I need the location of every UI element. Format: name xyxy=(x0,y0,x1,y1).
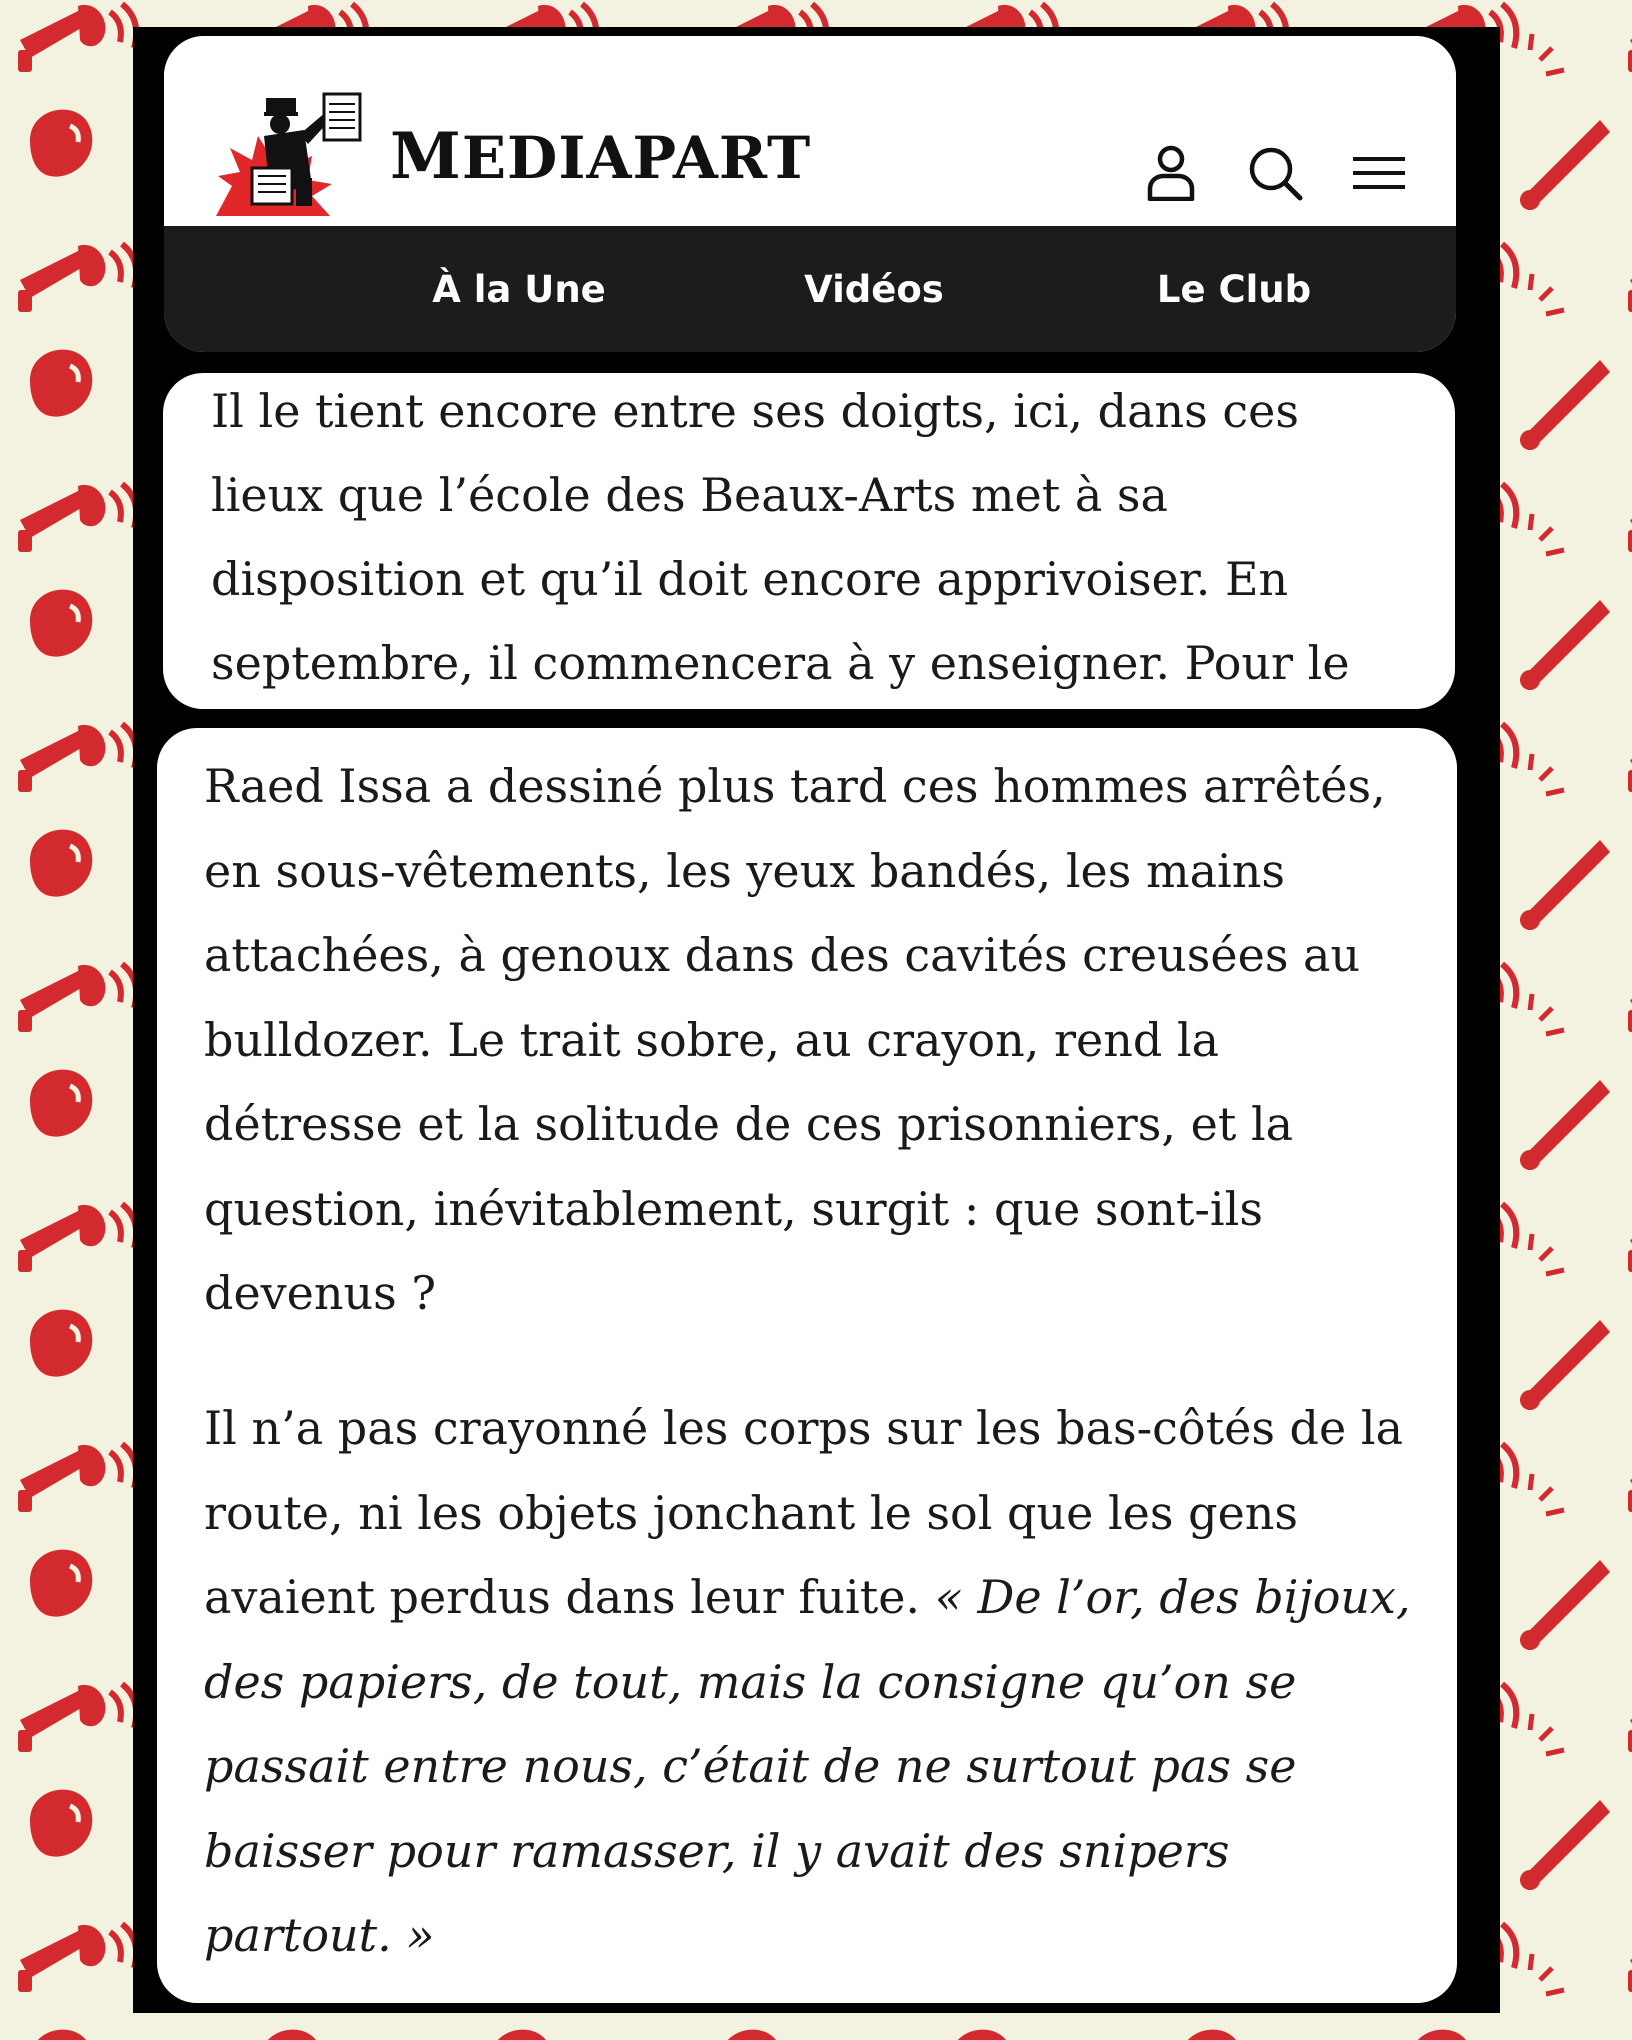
user-icon xyxy=(1146,145,1196,201)
article-body-card xyxy=(157,728,1457,2003)
mediapart-wordmark: MEDIAPART xyxy=(390,119,812,194)
article-excerpt-text: Il le tient encore entre ses doigts, ici, dans ces lieux que l’école des Beaux-Arts met à sa disposition et qu’il doit encore apprivoiser. En septembre, il commencera à y enseigner. Pour le xyxy=(211,384,1350,690)
search-icon xyxy=(1247,145,1303,201)
nav-item-le-club[interactable]: Le Club xyxy=(1156,267,1312,311)
article-paragraph-2 xyxy=(204,1386,1424,1978)
site-header xyxy=(164,36,1456,352)
user-account-button[interactable] xyxy=(1142,144,1200,202)
search-button[interactable] xyxy=(1246,144,1304,202)
mediapart-logo-icon xyxy=(212,90,372,224)
nav-item-a-la-une[interactable]: À la Une xyxy=(432,267,606,311)
mediapart-logo[interactable] xyxy=(212,90,811,224)
header-actions xyxy=(1142,144,1408,202)
nav-item-videos[interactable]: Vidéos xyxy=(804,267,944,311)
article-paragraph-1: Raed Issa a dessiné plus tard ces hommes arrêtés, en sous-vêtements, les yeux bandés, les mains attachées, à genoux dans des cavités creusées au bulldozer. Le trait sobre, au crayon, rend la détresse et la solitude de ces prisonniers, et la question, inévitablement, surgit : que sont-ils devenus ? xyxy=(204,759,1386,1320)
menu-icon xyxy=(1351,155,1407,191)
header-top-bar xyxy=(164,36,1456,226)
menu-button[interactable] xyxy=(1350,144,1408,202)
article-quote: « De l’or, des bijoux, des papiers, de tout, mais la consigne qu’on se passait entre nous, c’était de ne surtout pas se baisser pour ramasser, il y avait des snipers partout. » xyxy=(204,1570,1411,1962)
article-excerpt-card xyxy=(163,373,1455,709)
main-nav xyxy=(164,226,1456,352)
article-paragraph-2-intro: Il n’a pas crayonné les corps sur les bas-côtés de la route, ni les objets jonchant le sol que les gens avaient perdus dans leur fuite. xyxy=(204,1401,1403,1624)
